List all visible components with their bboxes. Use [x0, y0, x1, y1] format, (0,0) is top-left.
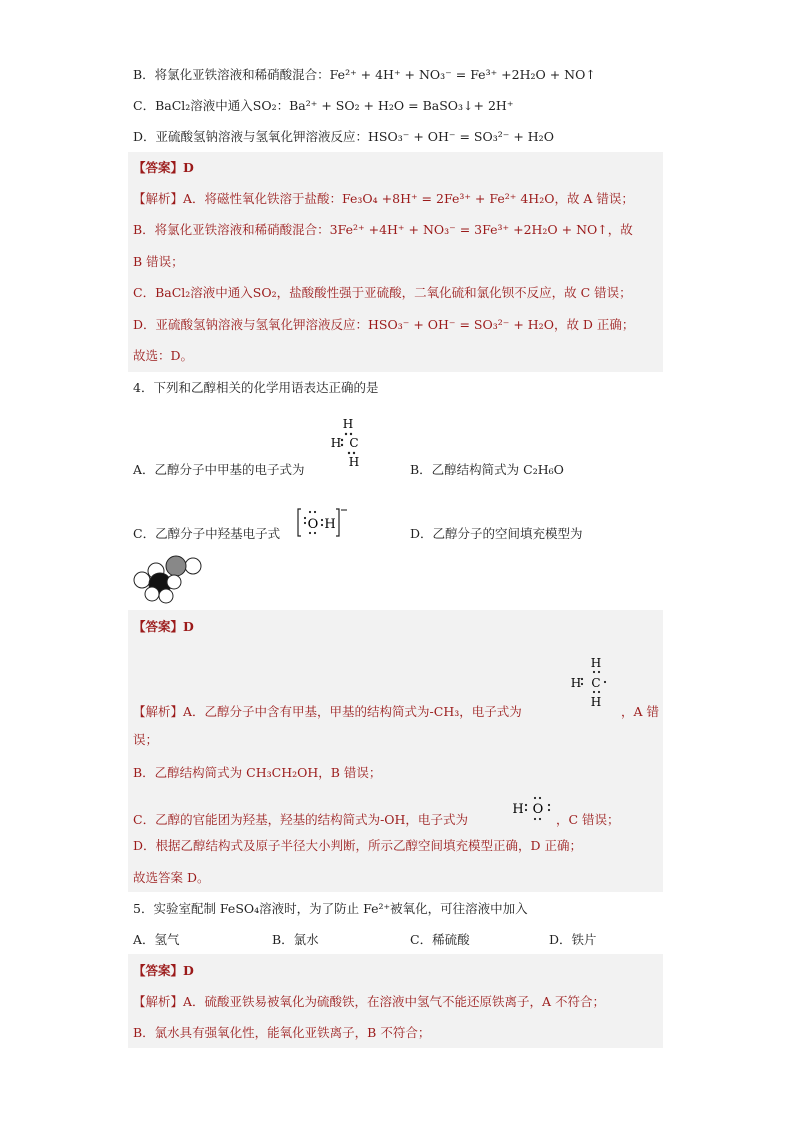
svg-text:H: H: [590, 656, 602, 670]
q4-stem: 4．下列和乙醇相关的化学用语表达正确的是: [133, 380, 379, 395]
q3-option-b: B．将氯化亚铁溶液和稀硝酸混合：Fe²⁺ + 4H⁺ + NO₃⁻ = Fe³⁺ +2H₂O + NO↑: [133, 67, 596, 82]
svg-text:H: H: [570, 676, 582, 690]
methyl-lewis-structure-image: [328, 415, 368, 473]
svg-text:H: H: [330, 436, 342, 450]
hydroxyl-lewis-structure-image-2: [510, 793, 554, 825]
q4-explanation-a2: 误；: [133, 732, 159, 747]
q3-answer: 【答案】D: [133, 160, 194, 175]
svg-text:O: O: [532, 802, 544, 817]
q5-option-a: A．氢气: [133, 932, 180, 947]
q4-option-c: C．乙醇分子中羟基电子式: [133, 526, 281, 541]
q4-answer: 【答案】D: [133, 619, 194, 634]
q4-option-a: A．乙醇分子中甲基的电子式为: [133, 462, 305, 477]
q3-explanation-d: D．亚硫酸氢钠溶液与氢氧化钾溶液反应：HSO₃⁻ + OH⁻ = SO₃²⁻ + H₂O，故 D 正确；: [133, 317, 635, 332]
q3-explanation-c: C．BaCl₂溶液中通入SO₂，盐酸酸性强于亚硫酸，二氧化硫和氯化钡不反应，故 C 错误；: [133, 285, 632, 300]
svg-text:H: H: [342, 417, 354, 431]
q5-explanation-b: B．氯水具有强氧化性，能氧化亚铁离子，B 不符合；: [133, 1025, 431, 1040]
q3-explanation-a: 【解析】A．将磁性氧化铁溶于盐酸：Fe₃O₄ +8H⁺ = 2Fe³⁺ + Fe²⁺ 4H₂O，故 A 错误；: [133, 191, 634, 206]
q3-explanation-b1: B．将氯化亚铁溶液和稀硝酸混合：3Fe²⁺ +4H⁺ + NO₃⁻ = 3Fe³⁺ +2H₂O + NO↑，故: [133, 222, 633, 237]
svg-text:H: H: [348, 455, 360, 469]
hydroxyl-lewis-structure-image: [296, 505, 352, 541]
svg-text:C: C: [349, 436, 359, 450]
methyl-lewis-structure-image-2: [568, 655, 608, 711]
q5-option-d: D．铁片: [549, 932, 597, 947]
svg-text:H: H: [324, 517, 336, 532]
q3-answer-box: [128, 152, 663, 372]
svg-text:O: O: [307, 517, 319, 532]
q5-option-b: B．氯水: [272, 932, 319, 947]
q3-explanation-b2: B 错误；: [133, 254, 184, 269]
q5-option-c: C．稀硫酸: [410, 932, 470, 947]
q4-explanation-c-tail: ，C 错误；: [556, 812, 620, 827]
q4-explanation-a1-tail: ，A 错: [621, 704, 660, 719]
q4-explanation-a1: 【解析】A．乙醇分子中含有甲基，甲基的结构简式为-CH₃，电子式为: [133, 704, 522, 719]
q5-explanation-a: 【解析】A．硫酸亚铁易被氧化为硫酸铁，在溶液中氢气不能还原铁离子，A 不符合；: [133, 994, 606, 1009]
svg-text:H: H: [512, 802, 524, 817]
q4-explanation-c: C．乙醇的官能团为羟基，羟基的结构简式为-OH，电子式为: [133, 812, 468, 827]
q3-option-d: D．亚硫酸氢钠溶液与氢氧化钾溶液反应：HSO₃⁻ + OH⁻ = SO₃²⁻ + H₂O: [133, 129, 554, 144]
q4-explanation-b: B．乙醇结构简式为 CH₃CH₂OH，B 错误；: [133, 765, 382, 780]
ethanol-space-filling-model: [130, 554, 205, 604]
q3-choose: 故选：D。: [133, 348, 194, 363]
svg-text:C: C: [591, 676, 601, 690]
q5-stem: 5．实验室配制 FeSO₄溶液时，为了防止 Fe²⁺被氧化，可往溶液中加入: [133, 901, 528, 916]
q4-option-d: D．乙醇分子的空间填充模型为: [410, 526, 583, 541]
q4-choose: 故选答案 D。: [133, 870, 210, 885]
q4-option-b: B．乙醇结构简式为 C₂H₆O: [410, 462, 564, 477]
q3-option-c: C．BaCl₂溶液中通入SO₂：Ba²⁺ + SO₂ + H₂O = BaSO₃↓+ 2H⁺: [133, 98, 514, 113]
q4-explanation-d: D．根据乙醇结构式及原子半径大小判断，所示乙醇空间填充模型正确，D 正确；: [133, 838, 583, 853]
svg-text:H: H: [590, 695, 602, 709]
q5-answer: 【答案】D: [133, 963, 194, 978]
